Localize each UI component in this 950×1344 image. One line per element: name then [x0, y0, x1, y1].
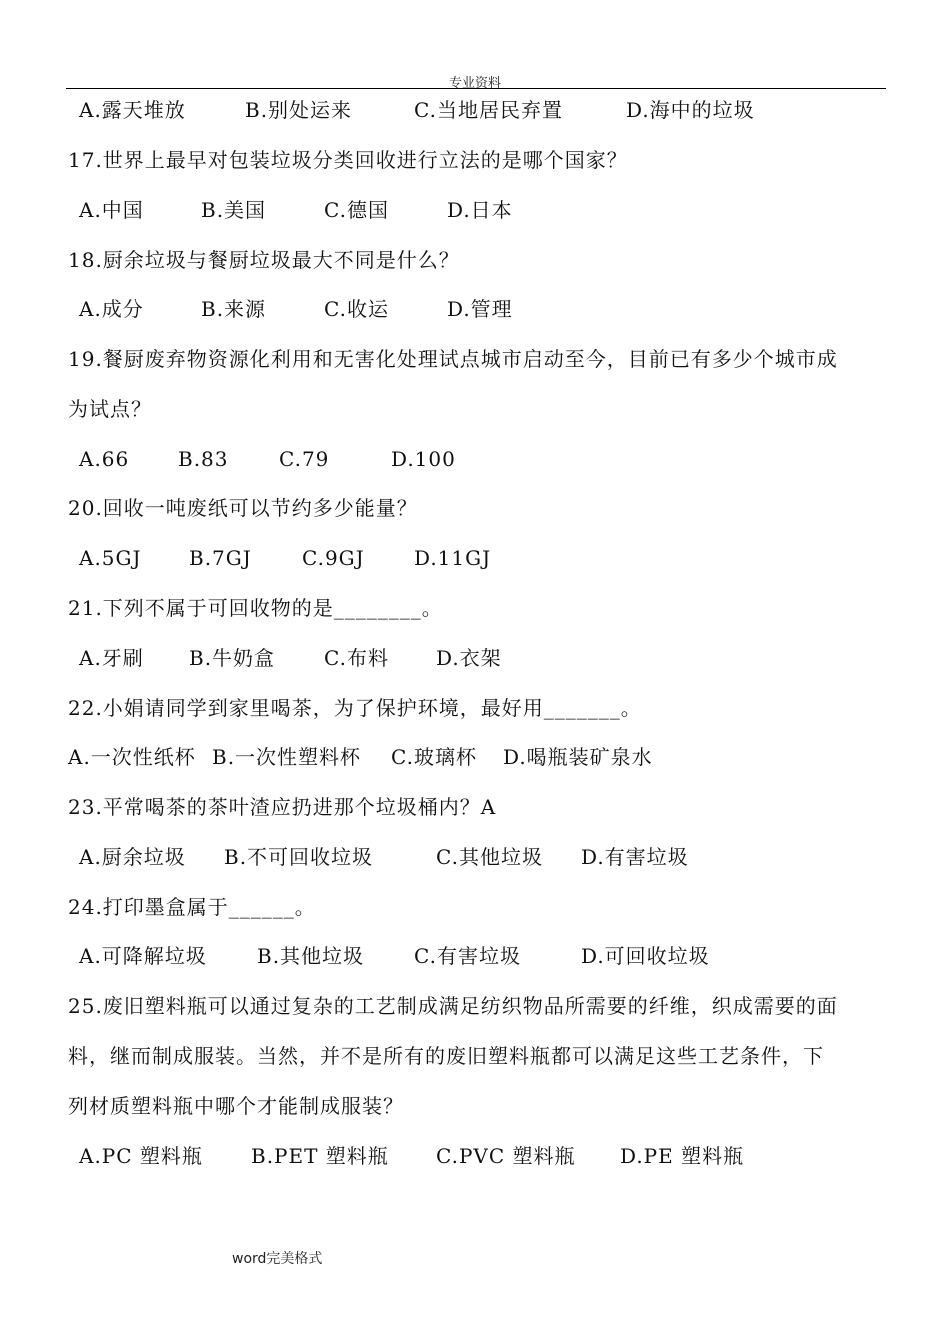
option-c: C.收运 [324, 297, 389, 321]
option-d: D.11GJ [414, 546, 492, 570]
option-b: B.不可回收垃圾 [224, 845, 374, 869]
option-b: B.别处运来 [245, 98, 353, 122]
option-d: D.PE 塑料瓶 [620, 1144, 745, 1168]
option-a: A.成分 [79, 297, 144, 321]
question-17: 17.世界上最早对包装垃圾分类回收进行立法的是哪个国家？ [68, 148, 628, 172]
option-a: A.66 [79, 447, 130, 471]
option-b: B.其他垃圾 [257, 944, 365, 968]
option-b: B.83 [178, 447, 229, 471]
option-c: C.德国 [324, 198, 389, 222]
option-c: C.79 [279, 447, 330, 471]
option-c: C.当地居民弃置 [414, 98, 563, 122]
option-d: D.可回收垃圾 [581, 944, 710, 968]
option-a: A.PC 塑料瓶 [79, 1144, 203, 1168]
question-21: 21.下列不属于可回收物的是________。 [68, 596, 443, 620]
option-a: A.露天堆放 [79, 98, 186, 122]
option-c: C.其他垃圾 [436, 845, 543, 869]
question-20: 20.回收一吨废纸可以节约多少能量？ [68, 496, 418, 520]
option-c: C.布料 [324, 646, 389, 670]
option-a: A.5GJ [79, 546, 142, 570]
option-d: D.有害垃圾 [581, 845, 689, 869]
option-a: A.中国 [79, 198, 144, 222]
option-d: D.100 [391, 447, 456, 471]
option-b: B.7GJ [189, 546, 252, 570]
question-25: 25.废旧塑料瓶可以通过复杂的工艺制成满足纺织物品所需要的纤维，织成需要的面 [68, 994, 838, 1018]
question-19-cont: 为试点？ [68, 397, 152, 421]
option-a: A.可降解垃圾 [79, 944, 207, 968]
option-b: B.一次性塑料杯 [212, 745, 362, 769]
option-b: B.PET 塑料瓶 [251, 1144, 389, 1168]
question-19: 19.餐厨废弃物资源化利用和无害化处理试点城市启动至今，目前已有多少个城市成 [68, 347, 838, 371]
header-divider [66, 88, 886, 89]
option-d: D.喝瓶装矿泉水 [503, 745, 653, 769]
option-a: A.厨余垃圾 [79, 845, 186, 869]
option-a: A.一次性纸杯 [68, 745, 196, 769]
option-a: A.牙刷 [79, 646, 144, 670]
page-header: 专业资料 [448, 76, 501, 91]
option-c: C.玻璃杯 [391, 745, 477, 769]
option-d: D.衣架 [436, 646, 502, 670]
option-b: B.来源 [201, 297, 267, 321]
question-24: 24.打印墨盒属于______。 [68, 895, 316, 919]
question-23: 23.平常喝茶的茶叶渣应扔进那个垃圾桶内？A [68, 795, 497, 819]
question-18: 18.厨余垃圾与餐厨垃圾最大不同是什么？ [68, 248, 460, 272]
question-22: 22.小娟请同学到家里喝茶，为了保护环境，最好用_______。 [68, 696, 642, 720]
option-c: C.有害垃圾 [414, 944, 521, 968]
question-25-cont-1: 料，继而制成服装。当然，并不是所有的废旧塑料瓶都可以满足这些工艺条件，下 [68, 1044, 824, 1068]
page-footer: word完美格式 [232, 1251, 323, 1267]
option-c: C.PVC 塑料瓶 [436, 1144, 576, 1168]
option-d: D.日本 [447, 198, 513, 222]
option-b: B.牛奶盒 [189, 646, 276, 670]
option-b: B.美国 [201, 198, 267, 222]
option-d: D.管理 [447, 297, 513, 321]
option-c: C.9GJ [302, 546, 365, 570]
option-d: D.海中的垃圾 [626, 98, 755, 122]
question-25-cont-2: 列材质塑料瓶中哪个才能制成服装？ [68, 1094, 404, 1118]
